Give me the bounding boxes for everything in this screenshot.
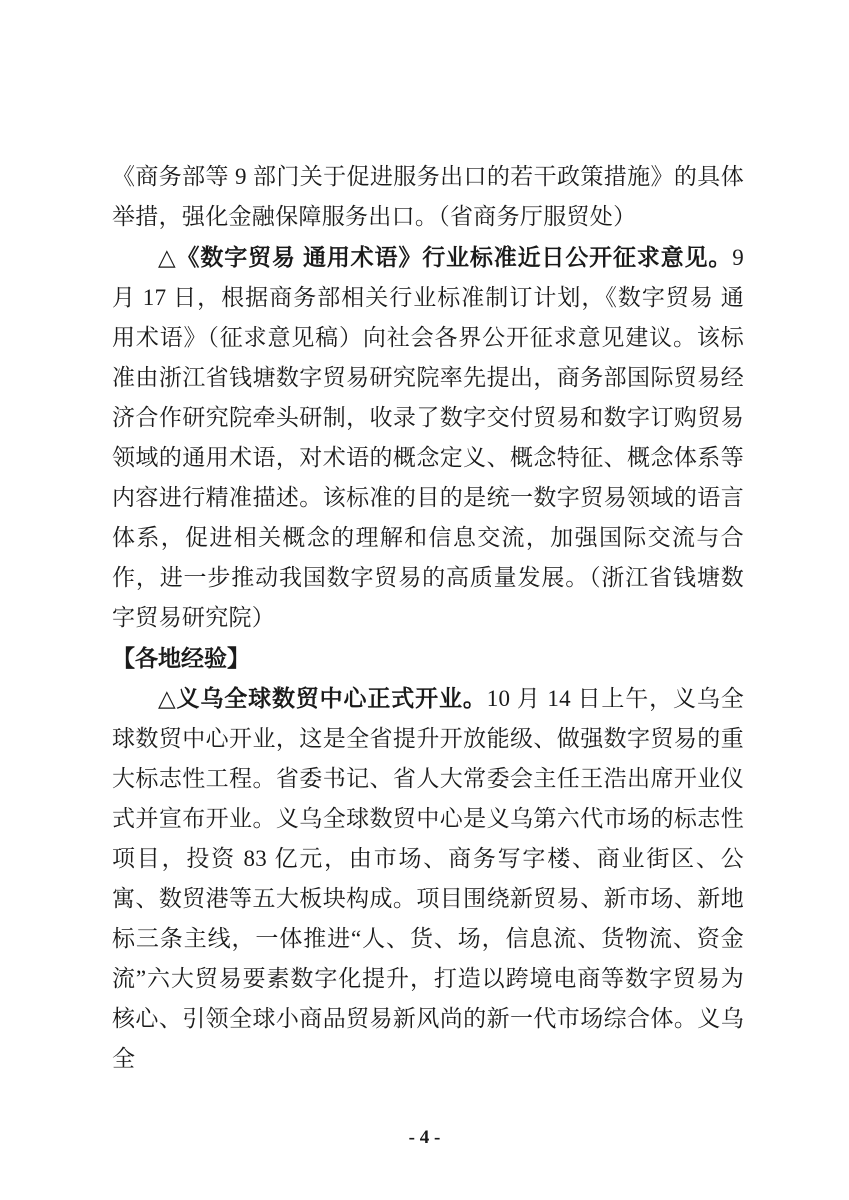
paragraph-digital-trade-standard (112, 237, 744, 638)
paragraph-yiwu-digital-trade-center (112, 678, 744, 1079)
paragraph-text: 《商务部等 9 部门关于促进服务出口的若干政策措施》的具体举措，强化金融保障服务出口。（省商务厅服贸处） (112, 164, 744, 229)
paragraph-text: 9 月 17 日，根据商务部相关行业标准制订计划，《数字贸易 通用术语》（征求意见稿）向社会各界公开征求意见建议。该标准由浙江省钱塘数字贸易研究院率先提出，商务部国际贸易经济合作研究院牵头研制，收录了数字交付贸易和数字订购贸易领域的通用术语，对术语的概念定义、概念特征、概念体系等内容进行精准描述。该标准的目的是统一数字贸易领域的语言体系，促进相关概念的理解和信息交流，加强国际交流与合作，进一步推动我国数字贸易的高质量发展。（浙江省钱塘数字贸易研究院） (112, 245, 744, 630)
page-number: - 4 - (408, 1127, 441, 1148)
section-heading-local-experience: 【各地经验】 (112, 645, 250, 671)
paragraph-text: 10 月 14 日上午，义乌全球数贸中心开业，这是全省提升开放能级、做强数字贸易的重大标志性工程。省委书记、省人大常委会主任王浩出席开业仪式并宣布开业。义乌全球数贸中心是义乌第六代市场的标志性项目，投资 83 亿元，由市场、商务写字楼、商业街区、公寓、数贸港等五大板块构成。项目围绕新贸易、新市场、新地标三条主线，一体推进“人、货、场，信息流、货物流、资金流”六大贸易要素数字化提升，打造以跨境电商等数字贸易为核心、引领全球小商品贸易新风尚的新一代市场综合体。义乌全 (112, 686, 745, 1071)
paragraph-bold-lead: △《数字贸易 通用术语》行业标准近日公开征求意见。 (158, 244, 733, 270)
document-body (112, 157, 744, 1079)
paragraph-bold-lead: △义乌全球数贸中心正式开业。 (158, 685, 487, 711)
paragraph-service-export-continued (112, 157, 744, 237)
